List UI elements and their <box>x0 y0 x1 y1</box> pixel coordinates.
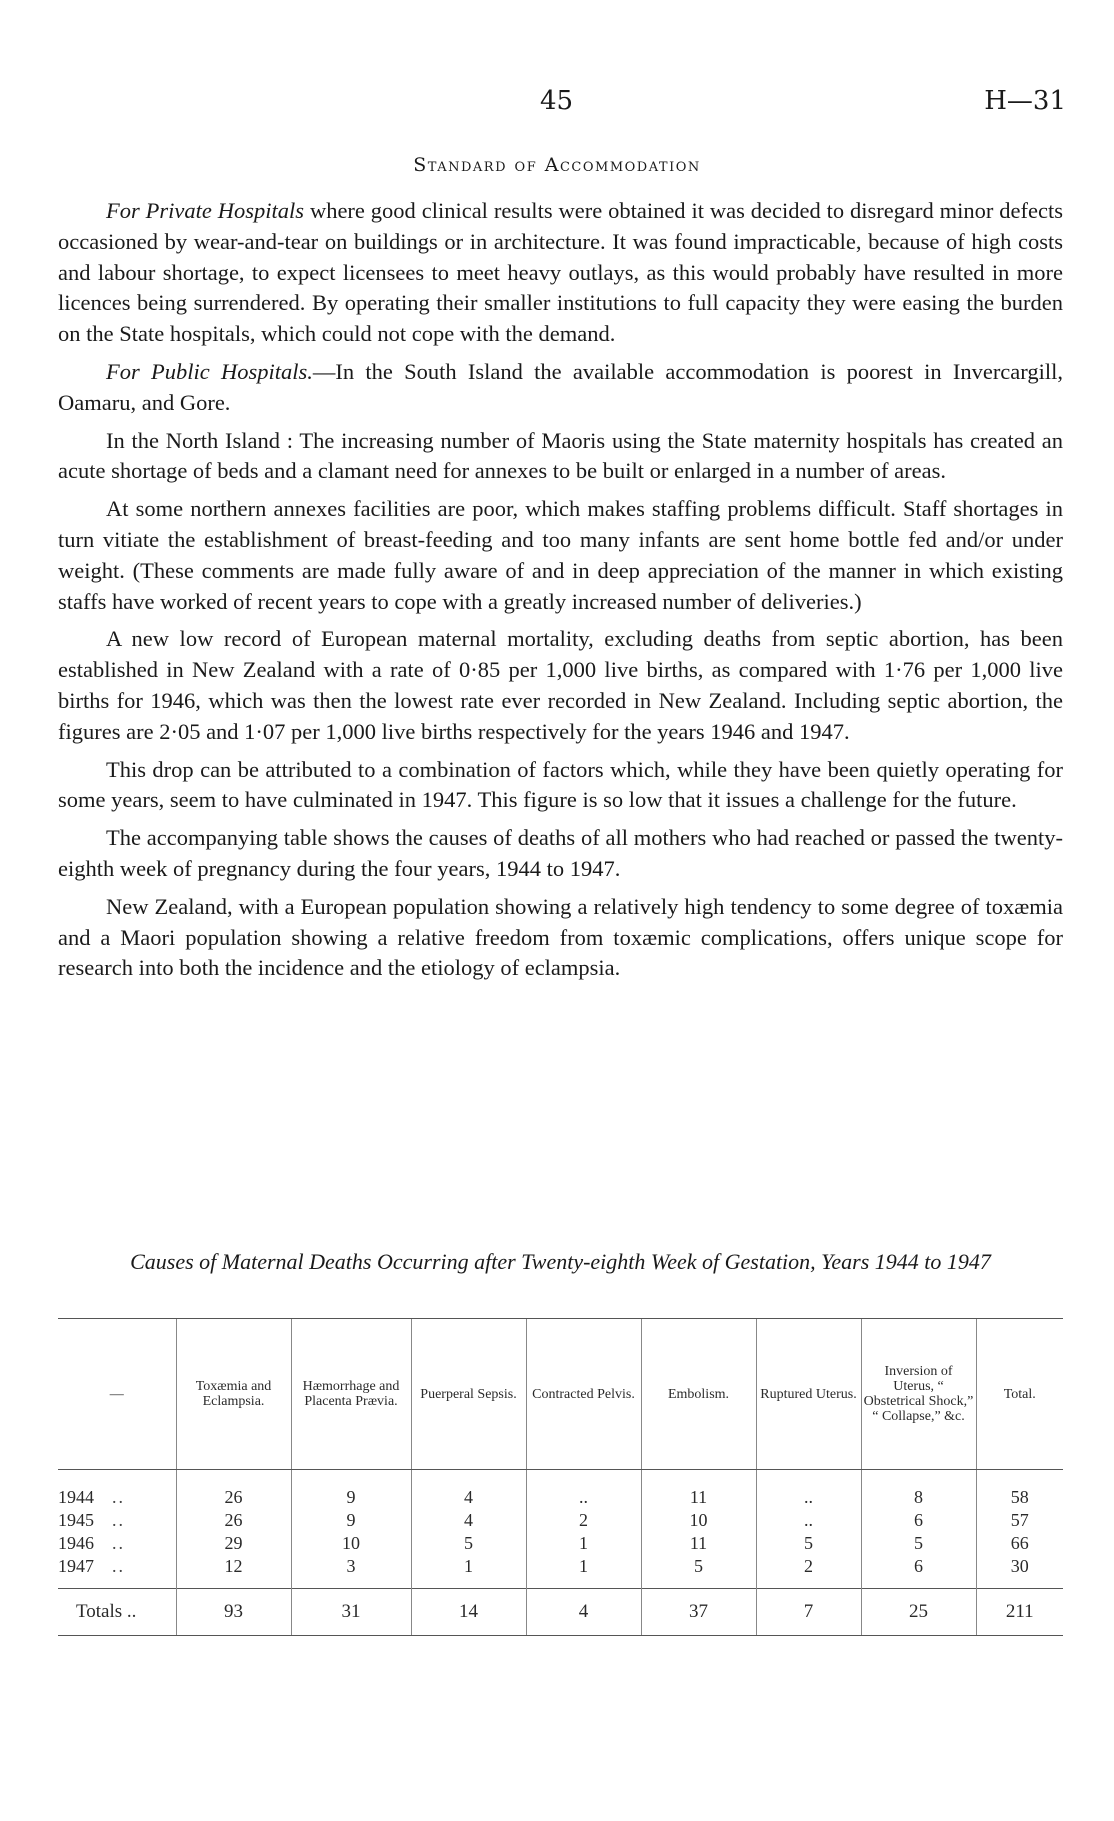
cell-puerperal: 4 <box>411 1509 526 1532</box>
cell-total: 66 <box>976 1532 1063 1555</box>
table-totals-row <box>58 1589 1063 1636</box>
year-value: 1945 <box>58 1510 94 1530</box>
cell-ruptured: 2 <box>756 1555 861 1589</box>
cell-totals-label: Totals .. <box>58 1589 176 1636</box>
cell-haemorrhage: 9 <box>291 1509 411 1532</box>
cell-contracted: 2 <box>526 1509 641 1532</box>
cell-toxaemia: 26 <box>176 1470 291 1510</box>
cell-toxaemia: 12 <box>176 1555 291 1589</box>
cell-total: 30 <box>976 1555 1063 1589</box>
cell-haemorrhage: 10 <box>291 1532 411 1555</box>
cell-embolism: 5 <box>641 1555 756 1589</box>
header-puerperal: Puerperal Sepsis. <box>411 1319 526 1470</box>
cell-inversion: 5 <box>861 1532 976 1555</box>
header-ruptured: Ruptured Uterus. <box>756 1319 861 1470</box>
cell-embolism: 11 <box>641 1532 756 1555</box>
header-embolism: Embolism. <box>641 1319 756 1470</box>
cell-toxaemia: 26 <box>176 1509 291 1532</box>
table-caption: Causes of Maternal Deaths Occurring after Twenty-eighth Week of Gestation, Years 1944 to 1947 <box>130 1249 991 1274</box>
year-value: 1944 <box>58 1487 94 1507</box>
header-inversion: Inversion of Uterus, “ Obstetrical Shock,” “ Collapse,” &c. <box>861 1319 976 1470</box>
cell-ruptured: .. <box>756 1509 861 1532</box>
year-value: 1947 <box>58 1556 94 1576</box>
cell-total: 211 <box>976 1589 1063 1636</box>
cell-inversion: 6 <box>861 1509 976 1532</box>
leader-dots: .. <box>112 1510 125 1530</box>
cell-ruptured: 5 <box>756 1532 861 1555</box>
paragraph-table-intro: The accompanying table shows the causes of deaths of all mothers who had reached or passed the twenty-eighth week of pregnancy during the four years, 1944 to 1947. <box>58 825 1063 881</box>
cell-year <box>58 1470 176 1510</box>
cell-haemorrhage: 9 <box>291 1470 411 1510</box>
paragraph-eclampsia: New Zealand, with a European population showing a relatively high tendency to some degree of toxæmia and a Maori population showing a relative freedom from toxæmic complications, offers unique scope for research into both the incidence and the etiology of eclampsia. <box>58 893 1063 981</box>
header-contracted: Contracted Pelvis. <box>526 1319 641 1470</box>
cell-toxaemia: 93 <box>176 1589 291 1636</box>
header-toxaemia: Toxæmia and Eclampsia. <box>176 1319 291 1470</box>
table-row <box>58 1509 1063 1532</box>
leader-dots: .. <box>112 1533 125 1553</box>
cell-embolism: 37 <box>641 1589 756 1636</box>
body-text <box>58 196 1063 991</box>
paragraph-public-hospitals <box>58 357 1063 419</box>
cell-year <box>58 1509 176 1532</box>
page-number: 45 <box>540 86 574 116</box>
cell-puerperal: 14 <box>411 1589 526 1636</box>
cell-year <box>58 1532 176 1555</box>
maternal-deaths-table <box>58 1318 1063 1636</box>
header-haemorrhage: Hæmorrhage and Placenta Prævia. <box>291 1319 411 1470</box>
cell-total: 57 <box>976 1509 1063 1532</box>
paragraph-lead-public: For Public Hospitals. <box>106 358 313 384</box>
cell-haemorrhage: 3 <box>291 1555 411 1589</box>
leader-dots: .. <box>112 1556 125 1576</box>
cell-ruptured: .. <box>756 1470 861 1510</box>
cell-inversion: 8 <box>861 1470 976 1510</box>
cell-toxaemia: 29 <box>176 1532 291 1555</box>
section-heading: Standard of Accommodation <box>413 154 701 176</box>
paragraph-text: where good clinical results were obtained it was decided to disregard minor defects occasioned by wear-and-tear on buildings or in architecture. It was found impracticable, because of high costs and labour shortage, to expect licensees to meet heavy outlays, as this would probably have resulted in more licences being surrendered. By operating their smaller institutions to full capacity they were easing the burden on the State hospitals, which could not cope with the demand. <box>58 198 1063 347</box>
paragraph-maternal-mortality: A new low record of European maternal mortality, excluding deaths from septic abortion, has been established in New Zealand with a rate of 0·85 per 1,000 live births, as compared with 1·76 per 1,000 live births for 1946, which was then the lowest rate ever recorded in New Zealand. Including septic abortion, the figures are 2·05 and 1·07 per 1,000 live births respectively for the years 1946 and 1947. <box>58 626 1063 744</box>
cell-year <box>58 1555 176 1589</box>
cell-puerperal: 5 <box>411 1532 526 1555</box>
document-code: H—31 <box>984 86 1066 116</box>
header-year: — <box>58 1319 176 1470</box>
cell-embolism: 10 <box>641 1509 756 1532</box>
cell-puerperal: 4 <box>411 1470 526 1510</box>
paragraph-lead-private: For Private Hospitals <box>106 198 305 223</box>
cell-contracted: 1 <box>526 1532 641 1555</box>
cell-contracted: .. <box>526 1470 641 1510</box>
year-value: 1946 <box>58 1533 94 1553</box>
cell-total: 58 <box>976 1470 1063 1510</box>
cell-contracted: 1 <box>526 1555 641 1589</box>
cell-inversion: 25 <box>861 1589 976 1636</box>
cell-inversion: 6 <box>861 1555 976 1589</box>
leader-dots: .. <box>112 1487 125 1507</box>
paragraph-drop: This drop can be attributed to a combination of factors which, while they have been quietly operating for some years, seem to have culminated in 1947. This figure is so low that it issues a challenge for the future. <box>58 756 1063 813</box>
table-header-row <box>58 1319 1063 1470</box>
cell-ruptured: 7 <box>756 1589 861 1636</box>
table-row <box>58 1470 1063 1510</box>
paragraph-private-hospitals <box>58 196 1063 350</box>
cell-contracted: 4 <box>526 1589 641 1636</box>
cell-puerperal: 1 <box>411 1555 526 1589</box>
paragraph-text: —In the South Island the available accommodation is poorest in Invercargill, Oamaru, and Gore. <box>58 358 1063 415</box>
paragraph-northern-annexes: At some northern annexes facilities are poor, which makes staffing problems difficult. Staff shortages in turn vitiate the establishment of breast-feeding and too many infants are sent home bottle fed and/or under weight. (These comments are made fully aware of and in deep appreciation of the manner in which existing staffs have worked of recent years to cope with a greatly increased number of deliveries.) <box>58 496 1063 614</box>
paragraph-north-island: In the North Island : The increasing number of Maoris using the State maternity hospitals has created an acute shortage of beds and a clamant need for annexes to be built or enlarged in a number of areas. <box>58 427 1063 484</box>
cell-haemorrhage: 31 <box>291 1589 411 1636</box>
header-total: Total. <box>976 1319 1063 1470</box>
table-row <box>58 1532 1063 1555</box>
cell-embolism: 11 <box>641 1470 756 1510</box>
table-row <box>58 1555 1063 1589</box>
